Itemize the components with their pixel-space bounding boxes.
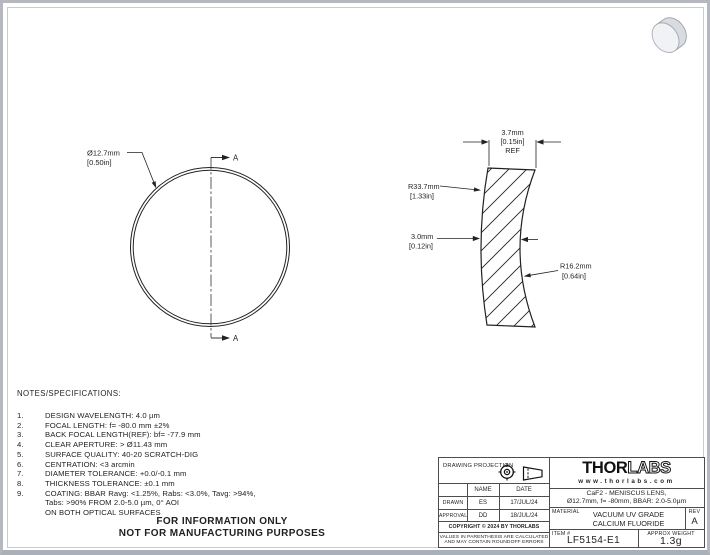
title-block [438,457,705,548]
tb-line [549,507,704,508]
product-line2: Ø12.7mm, f= -80mm, BBAR: 2.0-5.0µm [566,498,687,505]
tb-line [439,496,549,497]
product-line1: CaF2 - MENISCUS LENS, [586,489,667,497]
note-item-8: 8. THICKNESS TOLERANCE: ±0.1 mm [17,478,175,488]
thorlabs-logo: THORLABS [582,459,671,477]
drawn-date: 17/JUL/24 [510,499,538,506]
tb-line [439,483,549,484]
radius-right-label: R16.2mm [560,261,592,271]
section-arrow-bottom [222,335,230,340]
note-item-9-cont2: ON BOTH OPTICAL SURFACES [45,508,161,518]
section-dim-arrows [473,139,544,277]
note-item-5: 5. SURFACE QUALITY: 40-20 SCRATCH-DIG [17,449,199,459]
name-header: NAME [474,486,492,493]
weight-value: 1.3g [659,535,683,547]
rev-value: A [691,516,698,527]
lens-outer-circle [131,168,290,327]
drawn-label: DRAWN [442,500,464,506]
material-label: MATERIAL [552,509,580,515]
radius-left-inch: [1.33in] [410,191,434,201]
disclaimer-line1: FOR INFORMATION ONLY [156,516,288,527]
diameter-label: Ø12.7mm [87,148,120,158]
section-dim-lines [437,140,561,275]
drawn-name: ES [478,499,487,506]
section-arrow-top [222,155,230,160]
radius-right-inch: [0.64in] [562,271,586,281]
notes-heading: NOTES/SPECIFICATIONS: [17,389,121,398]
projection-label: DRAWING PROJECTION [443,463,514,469]
lens-inner-circle [133,170,287,324]
tb-line [439,532,549,533]
item-label: ITEM # [552,530,571,537]
radius-left-label: R33.7mm [408,182,440,191]
edge-thickness-label: 3.7mm [501,128,524,137]
approval-label: APPROVAL [439,513,468,519]
front-view-leaders [127,153,155,185]
note-item-9: 9. COATING: BBAR Ravg: <1.25%, Rabs: <3.0%, Tavg: >94%, [17,488,256,498]
tb-line [439,521,549,522]
lens-photo-3d [647,13,692,58]
date-header: DATE [516,486,532,493]
center-thickness-label: 3.0mm [411,232,434,241]
front-view-labels [87,149,239,344]
third-angle-projection-target-icon [498,463,516,481]
section-view-hatching [320,150,708,340]
lens-section-outline [481,168,535,327]
weight-label: APPROX WEIGHT [647,530,695,537]
tb-line [439,509,549,510]
rev-label: REV [688,508,701,515]
edge-thickness-ref: REF [505,146,520,155]
note-item-6: 6. CENTRATION: <3 arcmin [17,459,135,469]
note-item-4: 4. CLEAR APERTURE: > Ø11.43 mm [17,440,168,450]
note-item-7: 7. DIAMETER TOLERANCE: +0.0/-0.1 mm [17,469,187,479]
copyright: COPYRIGHT © 2024 BY THORLABS [448,524,540,530]
approval-date: 18/JUL/24 [510,512,538,519]
section-letter-bottom: A [233,334,239,343]
section-letter-top: A [233,153,239,163]
thorlabs-url: www.thorlabs.com [578,478,675,485]
diameter-label-inch: [0.50in] [87,158,112,167]
note-item-1: 1. DESIGN WAVELENGTH: 4.0 µm [17,411,160,420]
note-item-3: 3. BACK FOCAL LENGTH(REF): bf= -77.9 mm [17,430,201,440]
disclaimer [27,516,417,539]
center-thickness-inch: [0.12in] [409,241,433,251]
note-item-2: 2. FOCAL LENGTH: f= -80.0 mm ±2% [17,420,170,430]
notes-section [17,389,417,518]
section-view-labels [408,128,592,281]
item-value: LF5154-E1 [566,535,621,546]
third-angle-projection-cone-icon [522,466,544,481]
disclaimer-line2: NOT FOR MANUFACTURING PURPOSES [118,527,326,539]
note-item-9-cont1: Tabs: >90% FROM 2.0-5.0 µm, 0° AOI [45,498,180,508]
edge-thickness-inch: [0.15in] [500,137,525,146]
paren-note: VALUES IN PARENTHESIS ARE CALCULATED AND MAY CONTAIN ROUNDOFF ERRORS [439,534,549,546]
material-value: VACUUM UV GRADE CALCIUM FLUORIDE [592,509,665,528]
approval-name: DD [478,512,488,519]
